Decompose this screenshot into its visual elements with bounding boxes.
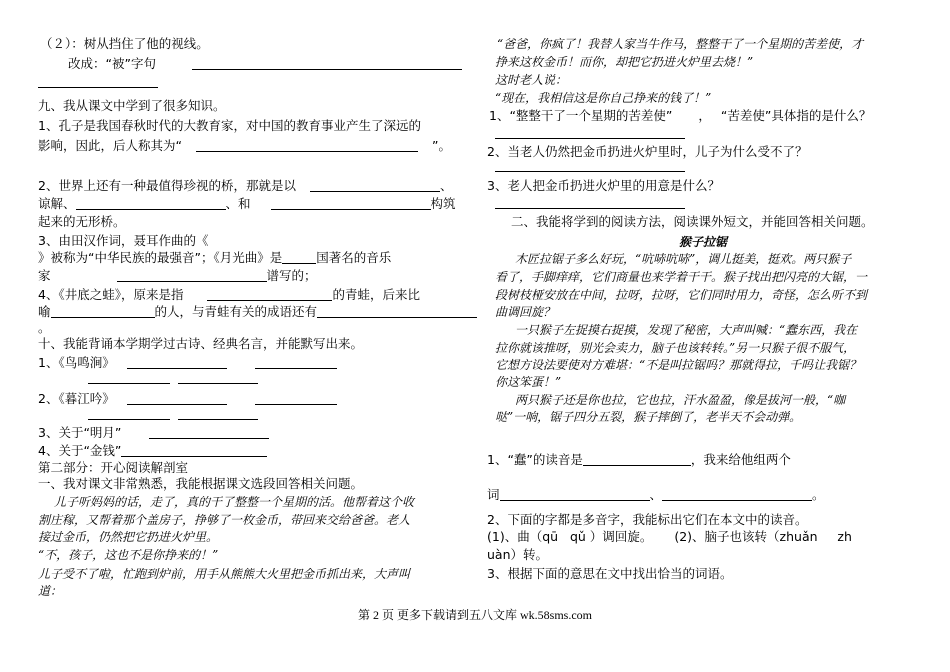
story-line: 拉你就该推呀，别光会卖力，脑子也该转转。”另一只猴子很不服气， bbox=[495, 341, 856, 355]
quote-money: 4、关于“金钱” bbox=[38, 443, 267, 459]
exercise-line: （２）：树从挡住了他的视线。 bbox=[40, 36, 209, 51]
question-1: 1、“整整干了一个星期的苦差使” ， “苦差使”具体指的是什么？ bbox=[489, 108, 872, 123]
question-4-end: 。 bbox=[38, 320, 51, 335]
passage-line: 这时老人说： bbox=[495, 73, 568, 87]
story-line: 曲调回旋？ bbox=[495, 305, 556, 319]
passage-line: 儿子听妈妈的话，走了，真的干了整整一个星期的活。他帮着这个收 bbox=[54, 495, 415, 509]
answer-blank[interactable] bbox=[495, 171, 685, 172]
passage-line: “现在，我相信这是你自己挣来的钱了！” bbox=[495, 91, 712, 105]
question-2-end: uàn）转。 bbox=[487, 547, 549, 562]
question-2: 2、下面的字都是多音字，我能标出它们在本文中的读音。 bbox=[487, 512, 808, 527]
page-footer: 第 2 页 更多下载请到五八文库 wk.58sms.com bbox=[357, 608, 592, 622]
story-line: 段树枝桠安放在中间，拉呀，拉呀，它们同时用力，奇怪，怎么听不到 bbox=[495, 288, 868, 302]
answer-blank[interactable] bbox=[178, 383, 258, 384]
passage-line: 割庄稼，又帮着那个盖房子，挣够了一枚金币，带回来交给爸爸。老人 bbox=[38, 513, 411, 527]
passage-line: 挣来这枚金币！而你，却把它扔进火炉里去烧！” bbox=[495, 55, 754, 69]
question-4: 4、《井底之蛙》，原来是指 的青蛙，后来比 bbox=[38, 287, 420, 302]
answer-blank[interactable] bbox=[88, 383, 170, 384]
answer-blank[interactable] bbox=[127, 392, 227, 405]
poem-1: 1、《鸟鸣涧》 bbox=[38, 355, 337, 371]
answer-blank[interactable] bbox=[127, 356, 227, 369]
story-title: 猴子拉锯 bbox=[679, 235, 728, 249]
passage-line: “爸爸，你疯了！我替人家当牛作马，整整干了一个星期的苦差使，才 bbox=[497, 37, 864, 51]
passage-line: 道： bbox=[38, 584, 63, 598]
answer-blank[interactable] bbox=[271, 197, 431, 210]
section-10-heading: 十、我能背诵本学期学过古诗、经典名言，并能默写出来。 bbox=[38, 336, 364, 351]
question-2: 2、当老人仍然把金币扔进火炉里时，儿子为什么受不了？ bbox=[487, 144, 808, 159]
answer-blank[interactable] bbox=[255, 356, 337, 369]
story-line: 看了，手脚痒痒，它们商量也来学着干干。猴子找出把闪亮的大锯，一 bbox=[495, 270, 868, 284]
answer-blank[interactable] bbox=[178, 419, 258, 420]
poem-2: 2、《暮江吟》 bbox=[38, 391, 337, 407]
question-1-cont: 词 、 。 bbox=[487, 487, 825, 502]
answer-blank[interactable] bbox=[662, 488, 812, 501]
question-1: 1、“蠢”的读音是 ，我来给他组两个 bbox=[487, 452, 791, 467]
reading-1-heading: 一、我对课文非常熟悉，我能根据课文选段回答相关问题。 bbox=[38, 476, 364, 491]
answer-blank[interactable] bbox=[192, 57, 462, 70]
answer-blank[interactable] bbox=[51, 305, 155, 318]
answer-blank[interactable] bbox=[255, 392, 337, 405]
story-line: 你这笨蛋！” bbox=[495, 375, 562, 389]
answer-blank[interactable] bbox=[282, 251, 316, 264]
question-2-items: (1)、曲（qū qǔ ）调回旋。 (2)、脑子也该转（zhuǎn zh bbox=[487, 529, 852, 544]
quote-moon: 3、关于“明月” bbox=[38, 425, 269, 441]
section-2-heading: 二、我能将学到的阅读方法，阅读课外短文，并能回答相关问题。 bbox=[511, 214, 874, 229]
section-9-heading: 九、我从课文中学到了很多知识。 bbox=[38, 98, 226, 113]
answer-blank[interactable] bbox=[88, 419, 170, 420]
question-3: 3、由田汉作词，聂耳作曲的《 bbox=[38, 233, 209, 248]
rewrite-label: 改成：“被”字句 bbox=[68, 56, 462, 72]
question-2-end: 起来的无形桥。 bbox=[38, 214, 126, 229]
passage-line: 儿子受不了啦，忙跑到炉前，用手从熊熊大火里把金币抓出来，大声叫 bbox=[38, 567, 411, 581]
story-line: 它想方设法要使对方难堪：“不是叫拉锯吗？那就得拉，千吗让我锯？ bbox=[495, 358, 862, 372]
story-line: 一只猴子左捉摸右捉摸，发现了秘密，大声叫喊：“蠢东西，我在 bbox=[515, 323, 858, 337]
question-2-cont: 谅解、 、和 构筑 bbox=[38, 196, 456, 211]
story-line: 木匠拉锯子多么好玩，“吭哧吭哧”，调儿挺美，挺欢。两只猴子 bbox=[515, 252, 852, 266]
question-3: 3、根据下面的意思在文中找出恰当的词语。 bbox=[487, 566, 733, 581]
answer-blank[interactable] bbox=[495, 138, 685, 139]
story-line: 两只猴子还是你也拉，它也拉，汗水盈盈，像是拔河一般，“咖 bbox=[515, 393, 846, 407]
question-4-cont: 喻 的人，与青蛙有关的成语还有 bbox=[38, 304, 477, 320]
answer-blank[interactable] bbox=[500, 488, 650, 501]
story-line: 哒”一响，锯子四分五裂，猴子摔倒了，老半天不会动弹。 bbox=[495, 410, 802, 424]
answer-blank[interactable] bbox=[117, 269, 267, 282]
question-2: 2、世界上还有一种最值得珍视的桥，那就是以 、 bbox=[38, 178, 453, 193]
answer-blank[interactable] bbox=[583, 453, 691, 466]
passage-line: “不，孩子，这也不是你挣来的！” bbox=[38, 548, 219, 562]
passage-line: 接过金币，仍然把它扔进火炉里。 bbox=[38, 530, 219, 544]
question-3-end: 家 谱写的； bbox=[38, 268, 317, 283]
answer-blank[interactable] bbox=[38, 87, 158, 88]
question-3: 3、老人把金币扔进火炉里的用意是什么？ bbox=[487, 178, 720, 193]
answer-blank[interactable] bbox=[196, 139, 418, 152]
answer-blank[interactable] bbox=[495, 208, 685, 209]
question-3-cont: 》被称为“中华民族的最强音”；《月光曲》是 国著名的音乐 bbox=[38, 250, 392, 265]
answer-blank[interactable] bbox=[207, 288, 332, 301]
answer-blank[interactable] bbox=[76, 197, 226, 210]
answer-blank[interactable] bbox=[149, 426, 269, 439]
answer-blank[interactable] bbox=[317, 305, 477, 318]
part-2-heading: 第二部分：开心阅读解剖室 bbox=[38, 460, 189, 475]
answer-blank[interactable] bbox=[121, 444, 267, 457]
question-1-cont: 影响，因此，后人称其为“ ”。 bbox=[38, 138, 451, 153]
question-1: 1、孔子是我国春秋时代的大教育家，对中国的教育事业产生了深远的 bbox=[38, 118, 421, 133]
answer-blank[interactable] bbox=[310, 179, 440, 192]
